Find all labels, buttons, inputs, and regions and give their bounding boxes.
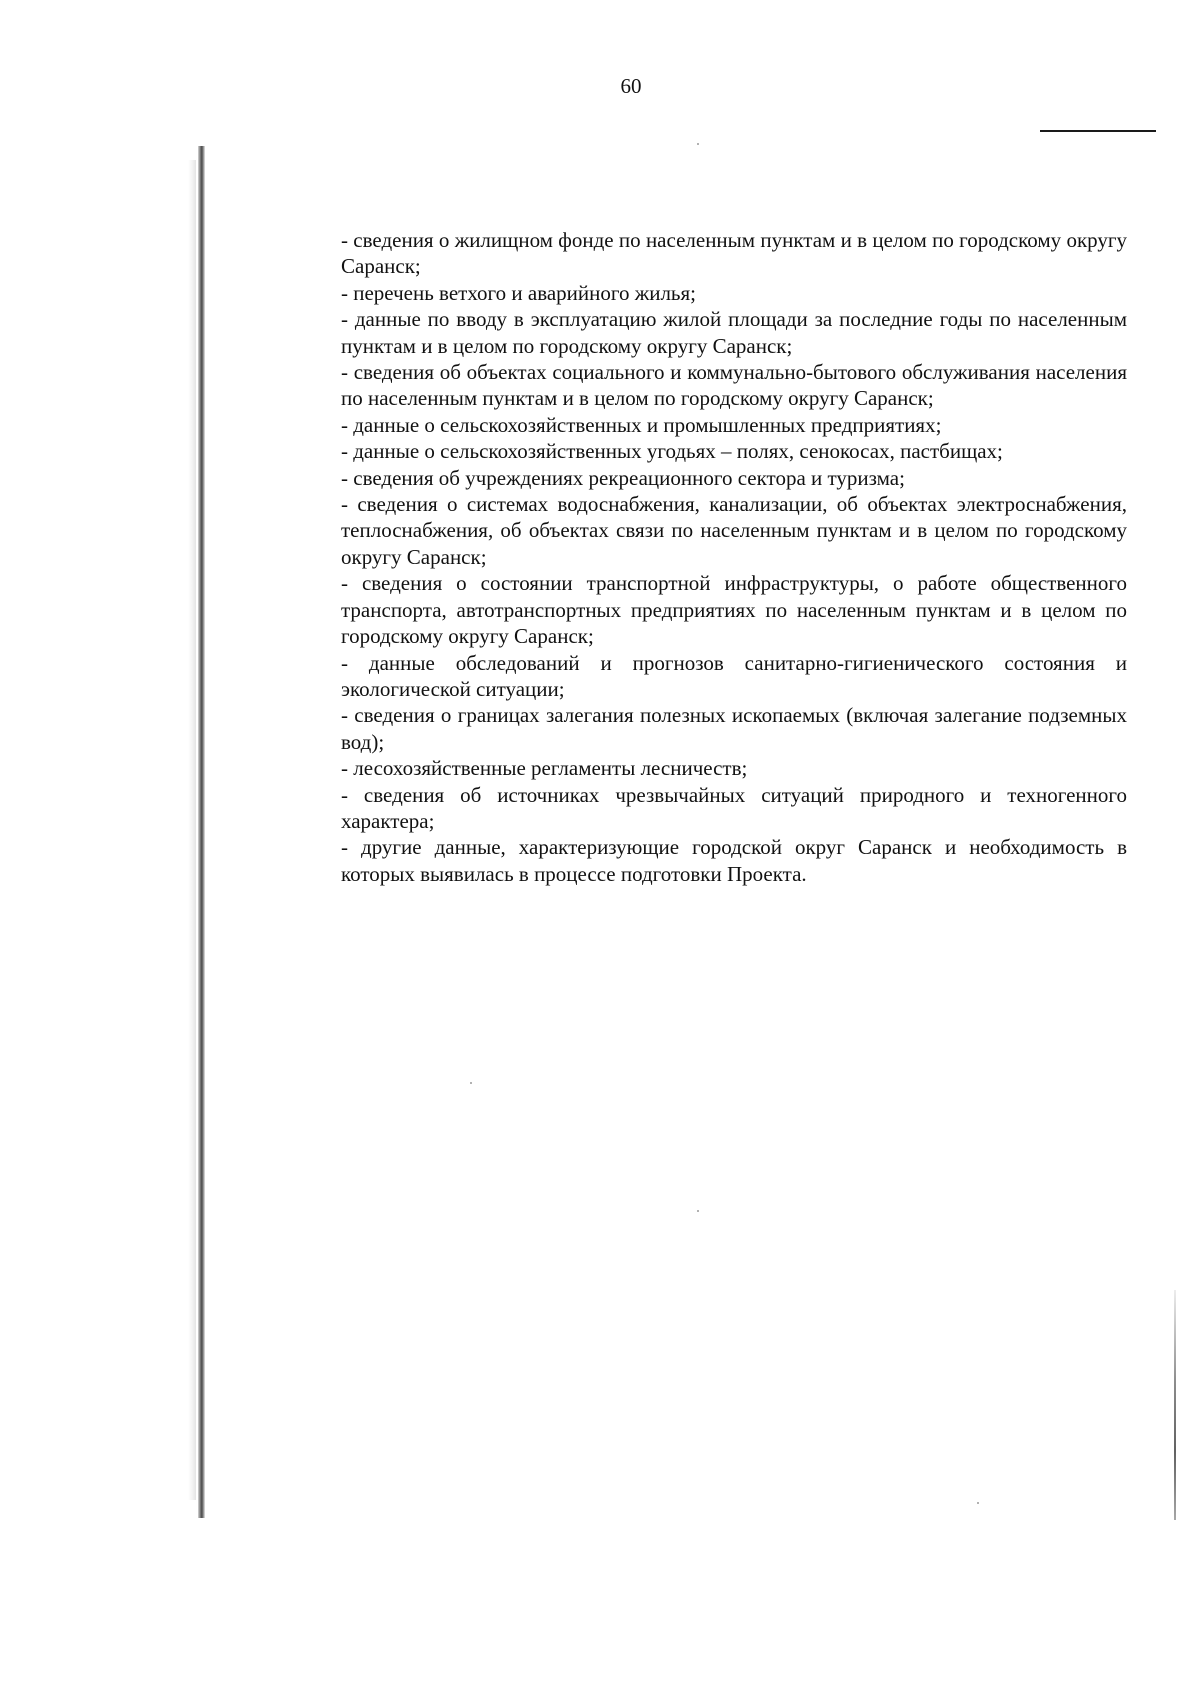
page-number: 60 (620, 74, 642, 98)
list-item: - сведения о системах водоснабжения, канализации, об объектах электроснабжения, теплоснабжения, об объектах связи по населенным пунктам и в целом по городскому округу Саранск; (341, 492, 1127, 569)
list-item: - лесохозяйственные регламенты лесничеств; (341, 756, 748, 781)
list-item: - другие данные, характеризующие городской округ Саранск и необходимость в которых выявилась в процессе подготовки Проекта. (341, 835, 1127, 886)
binding-edge (198, 146, 205, 1518)
list-item: - сведения о границах залегания полезных ископаемых (включая залегание подземных вод); (341, 703, 1127, 754)
right-edge-mark (1174, 1290, 1176, 1520)
scan-speck (697, 1210, 699, 1212)
list-item: - данные обследований и прогнозов санитарно-гигиенического состояния и экологической ситуации; (341, 650, 1127, 701)
scan-speck (977, 1502, 979, 1504)
list-item: - сведения об источниках чрезвычайных ситуаций природного и техногенного характера; (341, 782, 1127, 833)
scan-speck (697, 143, 699, 145)
list-item: - данные о сельскохозяйственных и промышленных предприятиях; (341, 412, 942, 437)
top-right-rule (1040, 130, 1156, 132)
binding-edge-shadow (188, 160, 196, 1500)
list-item: - сведения о состоянии транспортной инфраструктуры, о работе общественного транспорта, автотранспортных предприятиях по населенным пунктам и в целом по городскому округу Саранск; (341, 571, 1127, 649)
list-item: - сведения о жилищном фонде по населенным пунктам и в целом по городскому округу Саранск; (341, 228, 1127, 279)
list-item: - сведения об учреждениях рекреационного сектора и туризма; (341, 465, 905, 490)
list-item: - данные по вводу в эксплуатацию жилой площади за последние годы по населенным пунктам и в целом по городскому округу Саранск; (341, 307, 1127, 358)
list-item: - данные о сельскохозяйственных угодьях – полях, сенокосах, пастбищах; (341, 439, 1003, 464)
list-item: - сведения об объектах социального и коммунально-бытового обслуживания населения по населенным пунктам и в целом по городскому округу Саранск; (341, 360, 1127, 411)
requirements-list (341, 227, 1127, 887)
scan-speck (470, 1082, 472, 1084)
list-item: - перечень ветхого и аварийного жилья; (341, 280, 697, 305)
